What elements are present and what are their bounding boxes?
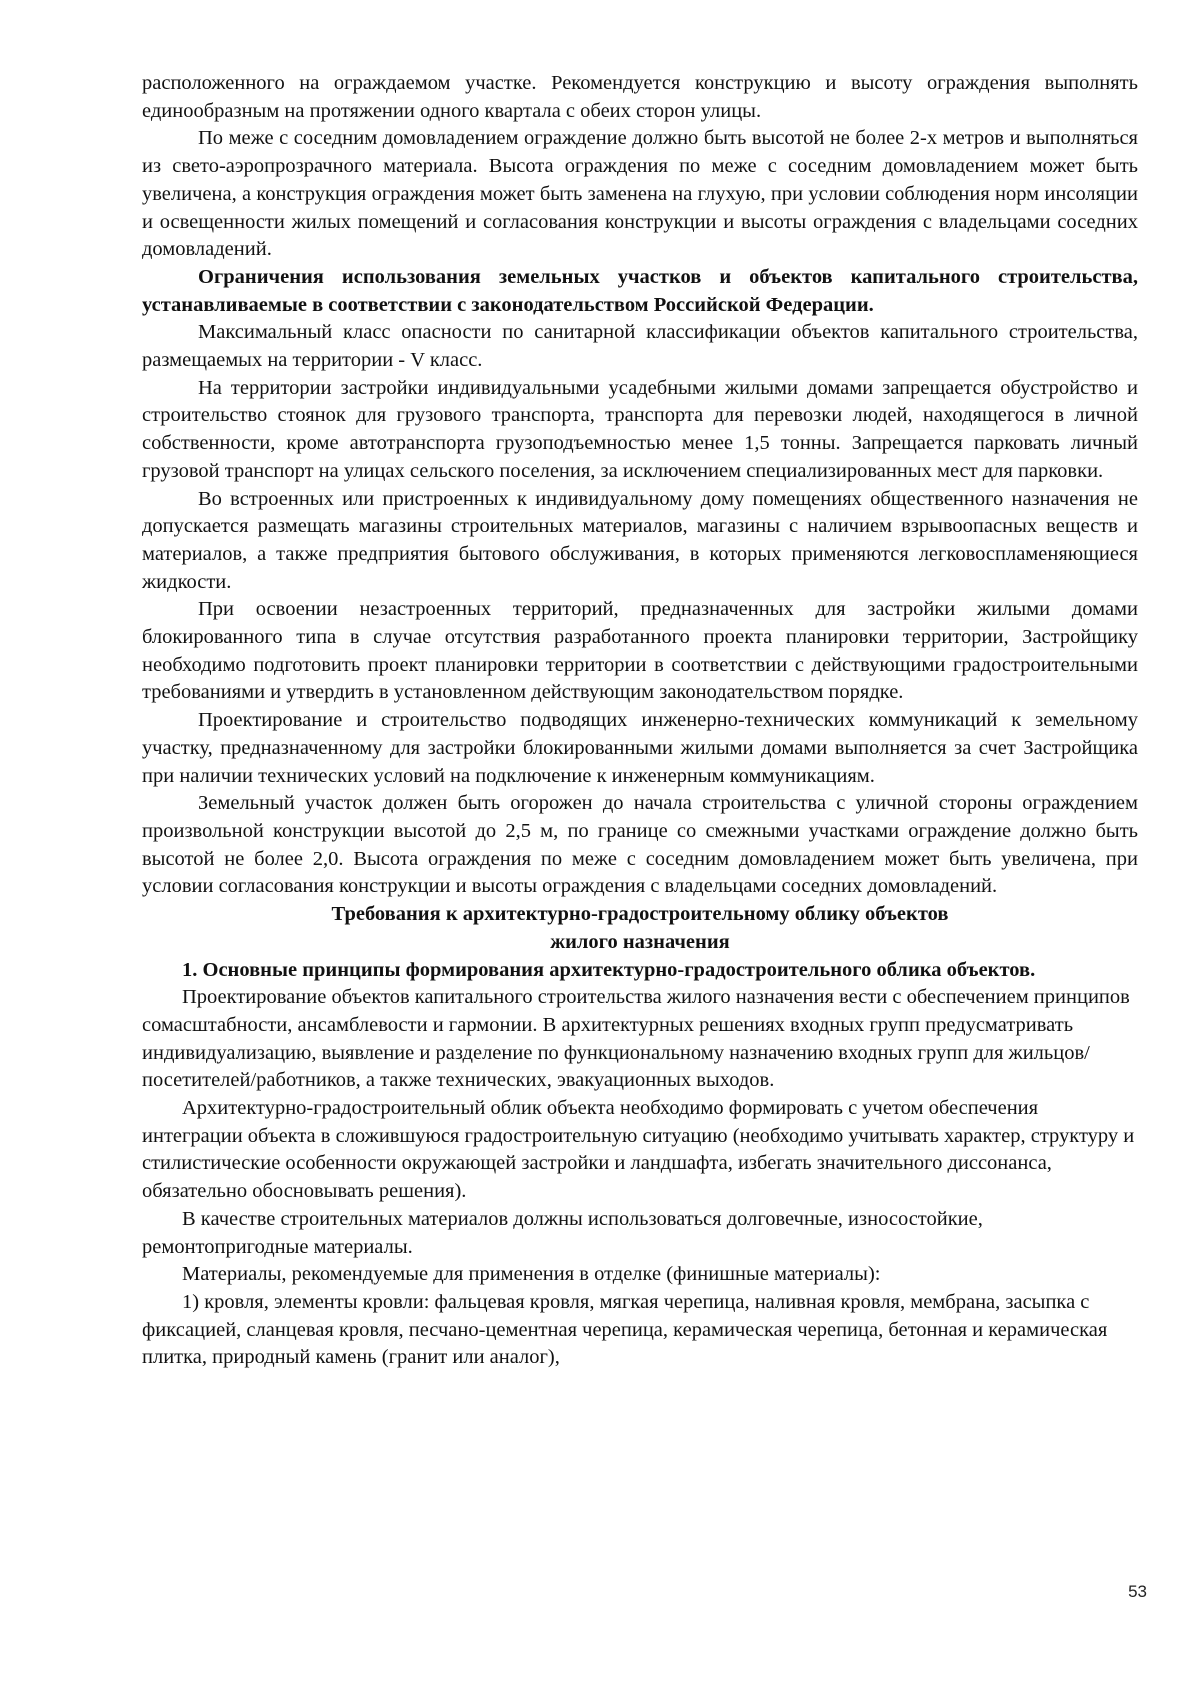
subsection-number: 1. <box>182 958 198 981</box>
section-title-line2: жилого назначения <box>550 930 730 953</box>
section-body <box>142 984 1138 1372</box>
paragraph: В качестве строительных материалов должны использоваться долговечные, износостойкие, ремонтопригодные материалы. <box>142 1207 983 1258</box>
paragraph: При освоении незастроенных территорий, предназначенных для застройки жилыми домами блокированного типа в случае отсутствия разработанного проекта планировки территории, Застройщику необходимо подготовить проект планировки территории в соответствии с действующими градостроительными требованиями и утвердить в установленном действующим законодательством порядке. <box>142 598 1138 704</box>
paragraph: Земельный участок должен быть огорожен до начала строительства с уличной стороны ограждением произвольной конструкции высотой до 2,5 м, по границе со смежными участками ограждение должно быть высотой не более 2,0. Высота ограждения по меже с соседним домовладением может быть увеличена, при условии согласования конструкции и высоты ограждения с владельцами соседних домовладений. <box>142 792 1138 898</box>
document-body <box>142 70 1138 1372</box>
paragraph: На территории застройки индивидуальными усадебными жилыми домами запрещается обустройство и строительство стоянок для грузового транспорта, транспорта для перевозки людей, находящегося в личной собственности, кроме автотранспорта грузоподъемностью менее 1,5 тонны. Запрещается парковать личный грузовой транспорт на улицах сельского поселения, за исключением специализированных мест для парковки. <box>142 376 1138 482</box>
paragraph: Материалы, рекомендуемые для применения в отделке (финишные материалы): <box>182 1263 881 1286</box>
subsection-heading <box>142 957 1138 985</box>
paragraph: По меже с соседним домовладением ограждение должно быть высотой не более 2-х метров и выполняться из свето-аэропрозрачного материала. Высота ограждения по меже с соседним домовладением может быть увеличена, а конструкция ограждения может быть заменена на глухую, при условии соблюдения норм инсоляции и освещенности жилых помещений и согласования конструкции и высоты ограждения с владельцами соседних домовладений. <box>142 127 1138 261</box>
subsection-title: Основные принципы формирования архитектурно-градостроительного облика объектов. <box>202 958 1036 981</box>
page-number: 53 <box>1128 1582 1147 1601</box>
paragraph: Во встроенных или пристроенных к индивидуальному дому помещениях общественного назначения не допускается размещать магазины строительных материалов, магазины с наличием взрывоопасных веществ и материалов, а также предприятия бытового обслуживания, в которых применяются легковоспламеняющиеся жидкости. <box>142 487 1138 593</box>
paragraph: Проектирование и строительство подводящих инженерно-технических коммуникаций к земельному участку, предназначенному для застройки блокированными жилыми домами выполняется за счет Застройщика при наличии технических условий на подключение к инженерным коммуникациям. <box>142 709 1138 787</box>
paragraph: Архитектурно-градостроительный облик объекта необходимо формировать с учетом обеспечения интеграции объекта в сложившуюся градостроительную ситуацию (необходимо учитывать характер, структуру и стилистические особенности окружающей застройки и ландшафта, избегать значительного диссонанса, обязательно обосновывать решения). <box>142 1097 1135 1203</box>
paragraph: Проектирование объектов капитального строительства жилого назначения вести с обеспечением принципов сомасштабности, ансамблевости и гармонии. В архитектурных решениях входных групп предусматривать индивидуализацию, выявление и разделение по функциональному назначению входных групп для жильцов/посетителей/работников, а также технических, эвакуационных выходов. <box>142 986 1130 1092</box>
paragraph: Максимальный класс опасности по санитарной классификации объектов капитального строительства, размещаемых на территории - V класс. <box>142 321 1138 372</box>
section-heading: Ограничения использования земельных участков и объектов капитального строительства, устанавливаемые в соответствии с законодательством Российской Федерации. <box>142 265 1138 316</box>
paragraph: расположенного на ограждаемом участке. Рекомендуется конструкцию и высоту ограждения выполнять единообразным на протяжении одного квартала с обеих сторон улицы. <box>142 72 1138 122</box>
list-item: 1) кровля, элементы кровли: фальцевая кровля, мягкая черепица, наливная кровля, мембрана, засыпка с фиксацией, сланцевая кровля, песчано-цементная черепица, керамическая черепица, бетонная и керамическая плитка, природный камень (гранит или аналог), <box>142 1290 1108 1369</box>
section-title-line1: Требования к архитектурно-градостроительному облику объектов <box>331 903 949 926</box>
